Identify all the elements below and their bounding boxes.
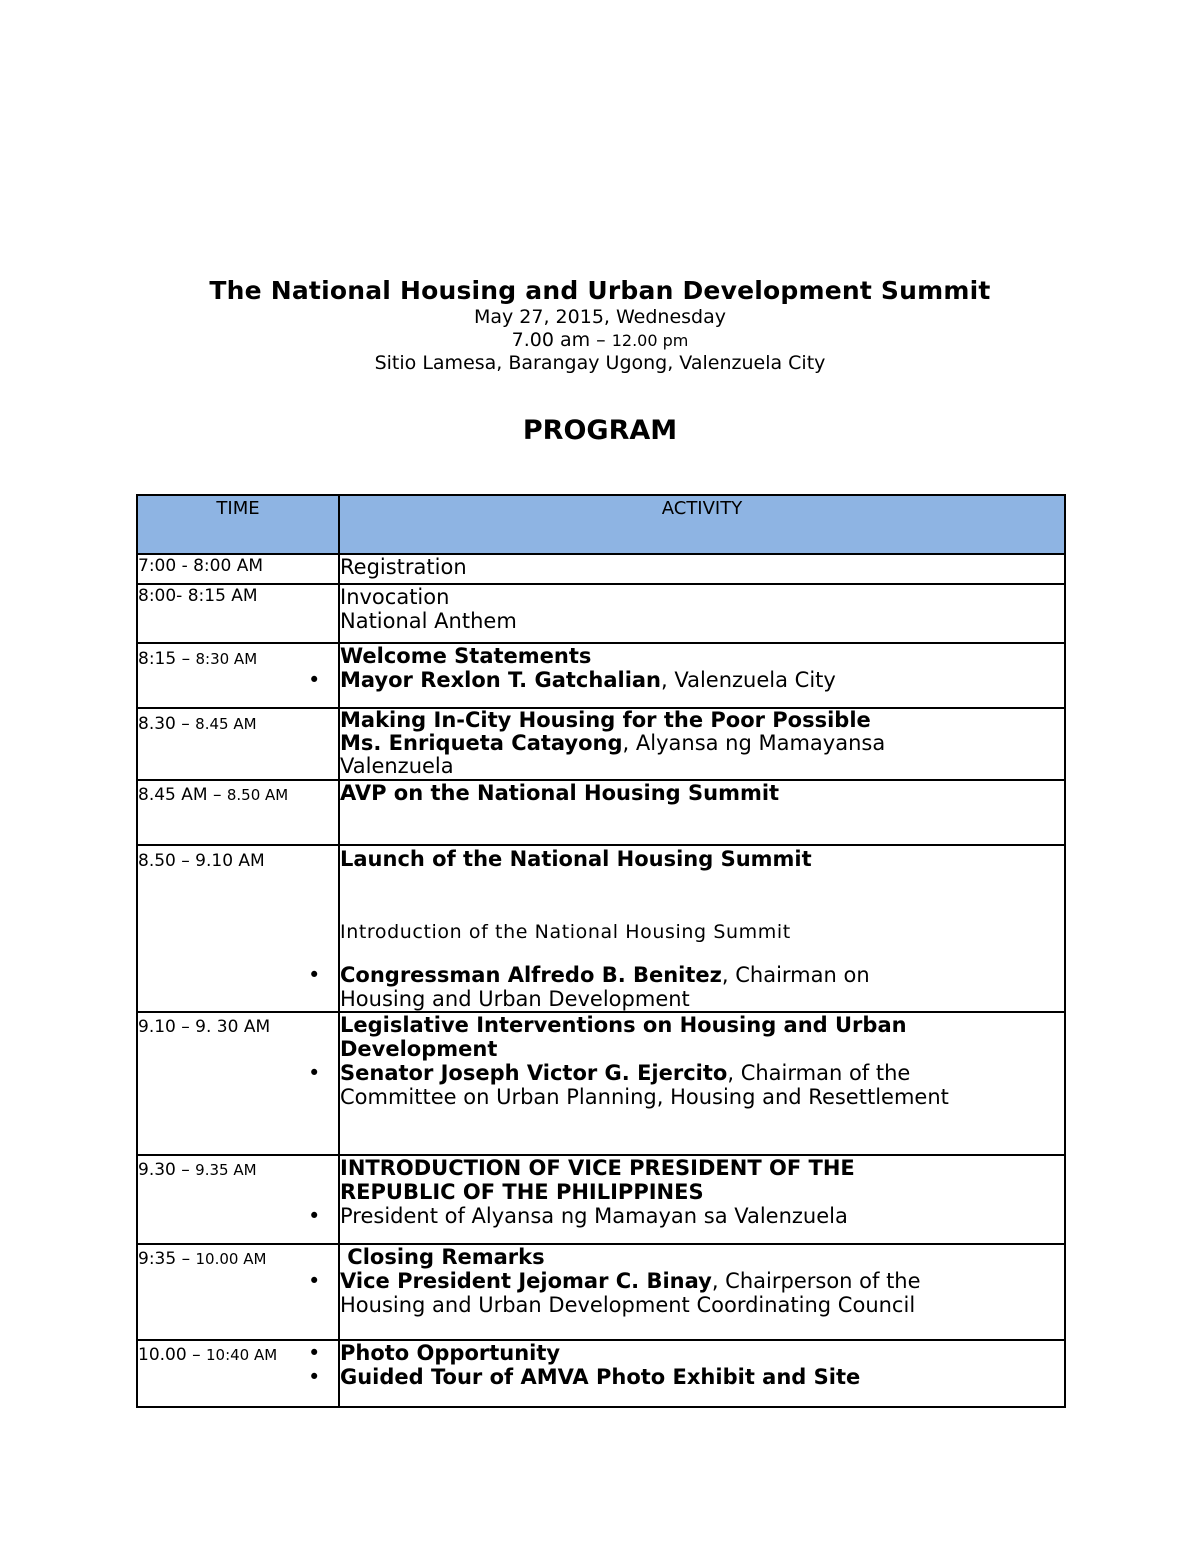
- time-cell: 8:00- 8:15 AM: [137, 584, 339, 643]
- list-item: • Photo Opportunity: [340, 1341, 1064, 1365]
- list-item: • Mayor Rexlon T. Gatchalian, Valenzuela City: [340, 668, 1064, 692]
- list-item: • Senator Joseph Victor G. Ejercito, Chairman of the Committee on Urban Planning, Housing and Resettlement: [340, 1061, 960, 1109]
- column-header-activity: ACTIVITY: [339, 495, 1065, 554]
- activity-cell: [339, 584, 1065, 643]
- activity-cell: [339, 1244, 1065, 1340]
- activity-title: Legislative Interventions on Housing and Urban Development: [340, 1013, 907, 1061]
- table-row: [137, 643, 1065, 708]
- activity-title: Launch of the National Housing Summit: [340, 847, 812, 871]
- activity-title: Welcome Statements: [340, 644, 592, 668]
- speaker-list: [340, 1061, 960, 1109]
- activity-title: Making In-City Housing for the Poor Possible: [340, 708, 871, 732]
- activity-cell: [339, 1012, 1065, 1155]
- list-item: • President of Alyansa ng Mamayan sa Valenzuela: [340, 1204, 1064, 1228]
- speaker-list: [340, 963, 960, 1011]
- program-heading: PROGRAM: [522, 415, 678, 446]
- time-cell: 9.30 – 9.35 AM: [137, 1155, 339, 1244]
- activity-cell: [339, 1155, 1065, 1244]
- list-item: • Congressman Alfredo B. Benitez, Chairman on Housing and Urban Development: [340, 963, 960, 1011]
- list-item: • Guided Tour of AMVA Photo Exhibit and Site: [340, 1365, 1064, 1389]
- activity-subtitle: Introduction of the National Housing Summit: [340, 921, 791, 943]
- table-header-row: [137, 495, 1065, 554]
- event-time-start: 7.00 am –: [511, 329, 612, 351]
- table-row: [137, 1012, 1065, 1155]
- table-row: [137, 1155, 1065, 1244]
- activity-cell: [339, 708, 1065, 780]
- time-cell: 9:35 – 10.00 AM: [137, 1244, 339, 1340]
- activity-list: [340, 1341, 1064, 1389]
- speaker-line: Ms. Enriqueta Catayong, Alyansa ng Mamayansa Valenzuela: [340, 731, 886, 778]
- time-cell: 10.00 – 10:40 AM: [137, 1340, 339, 1407]
- table-row: [137, 708, 1065, 780]
- table-row: [137, 554, 1065, 584]
- activity-title: Closing Remarks: [340, 1245, 545, 1269]
- document-header: [0, 276, 1200, 375]
- event-date: May 27, 2015, Wednesday: [473, 306, 726, 328]
- table-row: [137, 780, 1065, 845]
- table-row: [137, 845, 1065, 1012]
- activity-cell: [339, 845, 1065, 1012]
- activity-title: Invocation: [340, 585, 450, 609]
- event-time: [0, 329, 1200, 352]
- time-cell: 9.10 – 9. 30 AM: [137, 1012, 339, 1155]
- speaker-list: [340, 1204, 1064, 1228]
- speaker-list: [340, 1269, 930, 1317]
- time-cell: 8.50 – 9.10 AM: [137, 845, 339, 1012]
- time-cell: 8:15 – 8:30 AM: [137, 643, 339, 708]
- activity-title: AVP on the National Housing Summit: [340, 781, 780, 805]
- speaker-list: [340, 668, 1064, 692]
- table-row: [137, 1340, 1065, 1407]
- program-table: [136, 494, 1066, 1408]
- document-title: The National Housing and Urban Development Summit: [209, 276, 991, 305]
- table-row: [137, 584, 1065, 643]
- activity-cell: [339, 554, 1065, 584]
- activity-cell: [339, 643, 1065, 708]
- activity-cell: [339, 780, 1065, 845]
- activity-title: INTRODUCTION OF VICE PRESIDENT OF THE REPUBLIC OF THE PHILIPPINES: [340, 1156, 855, 1204]
- activity-title: National Anthem: [340, 609, 517, 633]
- table-row: [137, 1244, 1065, 1340]
- list-item: • Vice President Jejomar C. Binay, Chairperson of the Housing and Urban Development Coordinating Council: [340, 1269, 930, 1317]
- activity-title: Registration: [340, 555, 467, 579]
- time-cell: 7:00 - 8:00 AM: [137, 554, 339, 584]
- event-time-end: 12.00 pm: [611, 331, 689, 350]
- column-header-time: TIME: [137, 495, 339, 554]
- time-cell: 8.45 AM – 8.50 AM: [137, 780, 339, 845]
- activity-cell: [339, 1340, 1065, 1407]
- event-venue: Sitio Lamesa, Barangay Ugong, Valenzuela City: [374, 352, 826, 374]
- time-cell: 8.30 – 8.45 AM: [137, 708, 339, 780]
